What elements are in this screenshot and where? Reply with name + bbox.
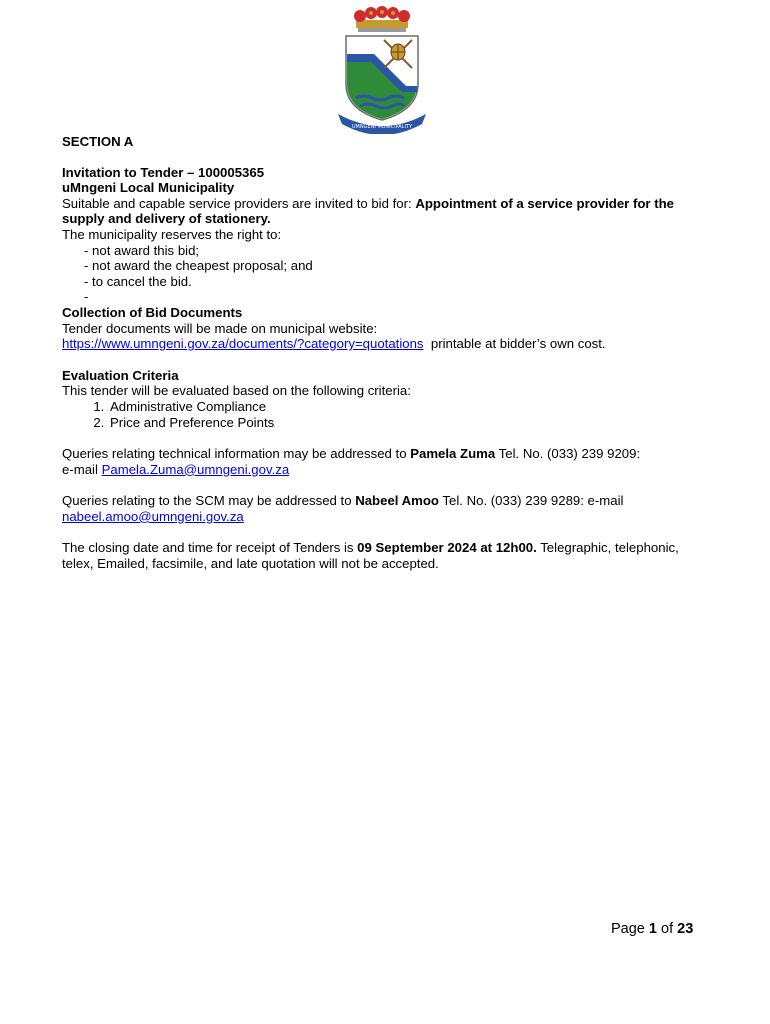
technical-email-link[interactable]: Pamela.Zuma@umngeni.gov.za: [101, 461, 290, 477]
scm-query: [62, 493, 712, 509]
current-page: 1: [648, 921, 657, 937]
intro-bold-text: Appointment of a service provider for the supply and delivery of stationery.: [62, 195, 675, 227]
closing-date: 09 September 2024 at 12h00.: [357, 540, 537, 556]
of-label: of: [656, 921, 678, 937]
tender-number: Invitation to Tender – 100005365: [62, 164, 265, 180]
crown-icon: [354, 6, 410, 32]
documents-link[interactable]: https://www.umngeni.gov.za/documents/?category=quotations: [62, 336, 424, 352]
criteria-item: 1. Administrative Compliance: [108, 399, 712, 415]
closing-suffix: Telegraphic, telephonic, telex, Emailed, facsimile, and late quotation will not be accepted.: [62, 540, 679, 572]
intro-text: Suitable and capable service providers are invited to bid for:: [62, 195, 416, 211]
criteria-list: [62, 399, 712, 430]
right-item: - not award this bid;: [84, 242, 200, 258]
logo-banner-text: UMNGENI MUNICIPALITY: [351, 124, 413, 130]
section-title: SECTION A: [62, 134, 134, 149]
invitation-intro: [62, 196, 712, 227]
criteria-item: 2. Price and Preference Points: [108, 415, 712, 431]
scm-email-link[interactable]: nabeel.amoo@umngeni.gov.za: [62, 508, 244, 524]
shield-icon: [346, 36, 418, 120]
page-label: Page: [611, 921, 649, 937]
right-item: - to cancel the bid.: [84, 273, 192, 289]
page-number: [611, 922, 693, 938]
document-body: [62, 134, 712, 572]
technical-email-line: [62, 462, 712, 478]
evaluation-heading: Evaluation Criteria: [62, 367, 179, 383]
municipality-name: uMngeni Local Municipality: [62, 180, 235, 196]
municipal-coat-of-arms-icon: [334, 6, 430, 134]
technical-contact-name: Pamela Zuma: [410, 446, 496, 462]
closing-statement: [62, 540, 712, 571]
collection-text: Tender documents will be made on municipal website:: [62, 320, 378, 336]
technical-contact-tel: Tel. No. (033) 239 9209:: [495, 446, 641, 462]
evaluation-intro: This tender will be evaluated based on the following criteria:: [62, 383, 411, 399]
reserves-text: The municipality reserves the right to:: [62, 226, 282, 242]
scm-contact-name: Nabeel Amoo: [355, 493, 439, 509]
scm-contact-tel: Tel. No. (033) 239 9289: e-mail: [438, 493, 624, 509]
collection-suffix: printable at bidder’s own cost.: [423, 336, 606, 352]
total-pages: 23: [677, 921, 694, 937]
technical-query: [62, 446, 712, 462]
scm-email-line: [62, 509, 712, 525]
right-item: - not award the cheapest proposal; and: [84, 258, 313, 274]
closing-prefix: The closing date and time for receipt of Tenders is: [62, 540, 358, 556]
scm-query-prefix: Queries relating to the SCM may be addressed to: [62, 493, 356, 509]
email-label: e-mail: [62, 461, 102, 477]
collection-link-line: [62, 336, 712, 352]
right-item: -: [84, 289, 89, 305]
collection-heading: Collection of Bid Documents: [62, 304, 243, 320]
technical-query-prefix: Queries relating technical information may be addressed to: [62, 446, 411, 462]
